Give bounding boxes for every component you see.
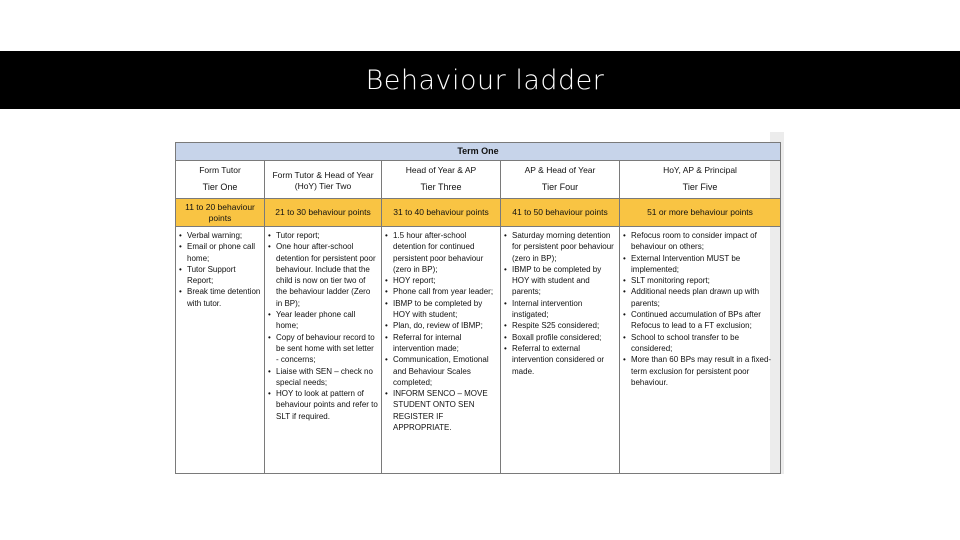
slide-title-bar [0,51,960,109]
action-item: • 1.5 hour after-school detention for continued persistent poor behaviour (zero in BP); [385,230,497,275]
action-item: • Saturday morning detention for persistent poor behaviour (zero in BP); [504,230,616,264]
tier-header-cell [265,161,382,199]
behaviour-ladder-table [175,142,781,474]
action-item: • Additional needs plan drawn up with parents; [623,286,777,309]
actions-cell [501,227,620,474]
action-item: • IBMP to be completed by HOY with student; [385,298,497,321]
tier-label: Tier Four [541,182,579,193]
action-item: • Liaise with SEN – check no special needs; [268,366,378,389]
actions-list [623,230,777,388]
action-item: • HOY report; [385,275,497,286]
tier-header-cell [620,161,781,199]
actions-list [268,230,378,422]
tier-header-row [176,161,781,199]
action-item: • Plan, do, review of IBMP; [385,320,497,331]
action-item: • Internal intervention instigated; [504,298,616,321]
action-item: • Phone call from year leader; [385,286,497,297]
action-item: • INFORM SENCO – MOVE STUDENT ONTO SEN REGISTER IF APPROPRIATE. [385,388,497,433]
points-cell: 51 or more behaviour points [620,199,781,227]
role-heading: AP & Head of Year [524,165,596,176]
tier-header-cell [176,161,265,199]
actions-cell [382,227,501,474]
term-heading: Term One [176,143,781,161]
action-item: • Email or phone call home; [179,241,261,264]
action-item: • One hour after-school detention for persistent poor behaviour. Include that the child is now on tier two of the behaviour ladder (Zero in BP); [268,241,378,309]
tier-label: Tier Three [420,182,462,193]
points-cell: 31 to 40 behaviour points [382,199,501,227]
points-cell: 41 to 50 behaviour points [501,199,620,227]
action-item: • Year leader phone call home; [268,309,378,332]
role-heading: Form Tutor & Head of Year (HoY) Tier Two [272,169,374,191]
action-item: • Communication, Emotional and Behaviour Scales completed; [385,354,497,388]
actions-cell [265,227,382,474]
action-item: • Respite S25 considered; [504,320,616,331]
action-item: • Boxall profile considered; [504,332,616,343]
actions-row [176,227,781,474]
actions-list [504,230,616,377]
action-item: • External Intervention MUST be implemented; [623,253,777,276]
behaviour-ladder-image [175,142,780,474]
action-item: • Refocus room to consider impact of behaviour on others; [623,230,777,253]
action-item: • HOY to look at pattern of behaviour points and refer to SLT if required. [268,388,378,422]
action-item: • Referral for internal intervention made; [385,332,497,355]
action-item: • Continued accumulation of BPs after Refocus to lead to a FT exclusion; [623,309,777,332]
term-row [176,143,781,161]
tier-header-cell [501,161,620,199]
points-cell: 11 to 20 behaviour points [176,199,265,227]
points-cell: 21 to 30 behaviour points [265,199,382,227]
action-item: • Tutor report; [268,230,378,241]
action-item: • School to school transfer to be considered; [623,332,777,355]
role-heading: HoY, AP & Principal [663,165,737,176]
actions-cell [176,227,265,474]
tier-label: Tier One [202,182,238,193]
action-item: • Copy of behaviour record to be sent home with set letter - concerns; [268,332,378,366]
action-item: • Referral to external intervention considered or made. [504,343,616,377]
action-item: • SLT monitoring report; [623,275,777,286]
actions-cell [620,227,781,474]
slide-title: Behaviour ladder [365,64,605,96]
action-item: • Break time detention with tutor. [179,286,261,309]
points-row [176,199,781,227]
action-item: • IBMP to be completed by HOY with student and parents; [504,264,616,298]
role-heading: Form Tutor [199,165,241,176]
action-item: • More than 60 BPs may result in a fixed-term exclusion for persistent poor behaviour. [623,354,777,388]
actions-list [179,230,261,309]
tier-label: Tier Five [682,182,718,193]
tier-header-cell [382,161,501,199]
action-item: • Tutor Support Report; [179,264,261,287]
role-heading: Head of Year & AP [405,165,477,176]
actions-list [385,230,497,433]
action-item: • Verbal warning; [179,230,261,241]
